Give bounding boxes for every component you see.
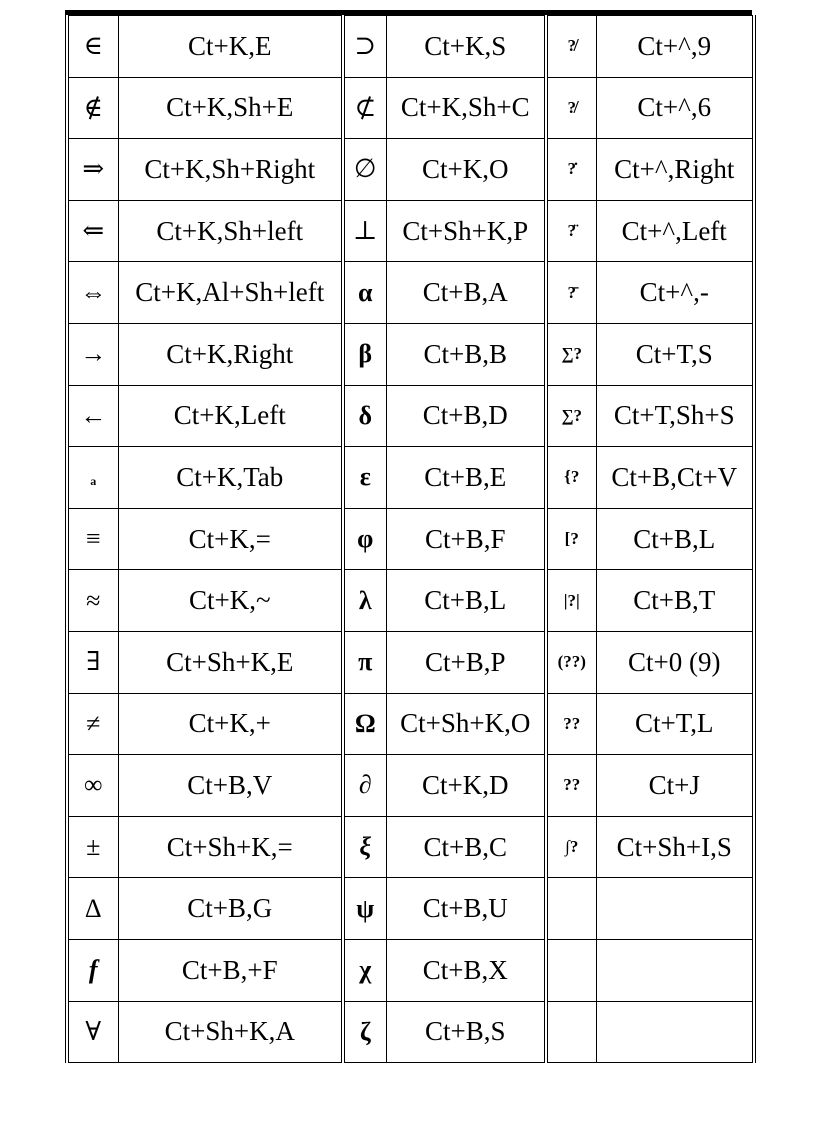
shortcut-cell-text: Ct+K,D: [422, 769, 509, 800]
symbol-cell: [546, 570, 596, 632]
symbol-cell: [546, 508, 596, 570]
shortcut-cell-text: Ct+B,C: [423, 831, 507, 862]
shortcut-cell: [386, 139, 546, 201]
symbol-cell-text: ⊥: [353, 216, 378, 246]
shortcut-cell: [118, 16, 343, 78]
shortcut-cell-text: Ct+B,U: [422, 893, 508, 924]
symbol-cell-text: ψ: [356, 893, 375, 923]
symbol-cell-text: ??: [563, 775, 581, 795]
shortcut-cell-text: Ct+K,Sh+left: [156, 215, 304, 246]
table-row: [67, 878, 754, 940]
shortcut-cell-text: Ct+B,D: [422, 400, 508, 431]
symbol-cell: [67, 755, 118, 817]
symbol-cell-text: a: [90, 474, 97, 489]
shortcut-cell-text: Ct+B,Ct+V: [611, 461, 738, 492]
symbol-cell-text: ←: [80, 400, 107, 430]
symbol-cell-text: Ω: [354, 708, 376, 738]
shortcut-cell-text: Ct+^,Left: [621, 215, 727, 246]
symbol-cell-text: ∅: [353, 154, 377, 184]
shortcut-cell-text: Ct+^,9: [637, 30, 712, 61]
shortcut-cell-text: Ct+B,+F: [181, 954, 278, 985]
symbol-cell: [67, 631, 118, 693]
shortcut-cell-text: Ct+B,P: [424, 646, 506, 677]
symbol-cell: [67, 447, 118, 509]
symbol-cell-text: α: [357, 277, 373, 307]
shortcut-cell-text: Ct+K,Sh+E: [166, 92, 294, 123]
symbol-cell: [546, 1001, 596, 1063]
shortcut-cell: [596, 570, 754, 632]
shortcut-cell-text: Ct+K,Sh+C: [400, 92, 530, 123]
shortcut-cell-text: Ct+J: [648, 769, 700, 800]
shortcut-cell: [118, 139, 343, 201]
symbol-cell: [546, 77, 596, 139]
symbol-cell-text: ??: [563, 713, 581, 733]
shortcut-cell: [596, 1001, 754, 1063]
symbol-cell-text: χ: [359, 955, 372, 985]
table-row: [67, 631, 754, 693]
symbol-cell: [546, 755, 596, 817]
shortcut-cell: [386, 323, 546, 385]
shortcut-cell: [386, 385, 546, 447]
shortcut-cell-text: Ct+T,Sh+S: [613, 400, 735, 431]
symbol-cell-text: ε: [359, 462, 371, 492]
symbol-cell: [546, 447, 596, 509]
table-row: [67, 200, 754, 262]
symbol-cell: [343, 1001, 386, 1063]
symbol-cell: [546, 631, 596, 693]
symbol-cell: [546, 939, 596, 1001]
symbol-cell-text: ξ: [359, 832, 372, 862]
symbol-cell: [546, 323, 596, 385]
shortcut-sheet: [65, 10, 752, 1063]
shortcut-cell: [386, 631, 546, 693]
symbol-cell-text: ⊃: [354, 31, 377, 61]
shortcut-cell-text: Ct+B,G: [187, 893, 273, 924]
table-row: [67, 508, 754, 570]
symbol-cell: [546, 693, 596, 755]
shortcut-cell-text: Ct+K,Al+Sh+left: [135, 277, 325, 308]
shortcut-cell: [118, 200, 343, 262]
shortcut-cell-text: Ct+K,E: [188, 30, 272, 61]
shortcut-cell-text: Ct+K,Tab: [176, 461, 284, 492]
shortcut-cell: [596, 508, 754, 570]
symbol-cell: [67, 139, 118, 201]
shortcut-cell: [386, 16, 546, 78]
symbol-cell: [67, 570, 118, 632]
symbol-cell-text: ≠: [86, 708, 101, 738]
symbol-cell-text: Δ: [84, 893, 102, 923]
shortcut-cell: [386, 77, 546, 139]
table-row: [67, 385, 754, 447]
symbol-cell: [343, 16, 386, 78]
shortcut-cell-text: Ct+^,-: [639, 277, 709, 308]
shortcut-cell: [118, 77, 343, 139]
shortcut-cell-text: Ct+K,~: [188, 585, 271, 616]
table-row: [67, 570, 754, 632]
shortcut-cell: [118, 447, 343, 509]
symbol-cell-text: ⇒: [82, 154, 105, 184]
shortcut-cell: [118, 385, 343, 447]
symbol-cell: [67, 508, 118, 570]
shortcut-cell: [386, 1001, 546, 1063]
shortcut-cell: [596, 878, 754, 940]
shortcut-cell-text: Ct+Sh+K,A: [164, 1016, 295, 1047]
symbol-cell-text: |?|: [563, 590, 580, 610]
shortcut-cell: [386, 262, 546, 324]
shortcut-cell-text: Ct+B,V: [187, 769, 273, 800]
shortcut-cell: [596, 447, 754, 509]
table-row: [67, 816, 754, 878]
symbol-cell: [343, 447, 386, 509]
symbol-cell: [67, 16, 118, 78]
shortcut-cell-text: Ct+B,A: [422, 277, 508, 308]
shortcut-cell: [386, 693, 546, 755]
shortcut-cell: [386, 816, 546, 878]
shortcut-cell: [118, 323, 343, 385]
shortcut-cell-text: Ct+B,X: [422, 954, 508, 985]
symbol-cell: [67, 878, 118, 940]
shortcut-cell: [118, 939, 343, 1001]
shortcut-cell: [596, 755, 754, 817]
shortcut-cell-text: Ct+^,6: [637, 92, 712, 123]
shortcut-cell-text: Ct+Sh+I,S: [616, 831, 732, 862]
symbol-cell-text: ?̸: [567, 36, 576, 56]
symbol-cell: [67, 323, 118, 385]
table-row: [67, 693, 754, 755]
shortcut-cell: [118, 262, 343, 324]
symbol-cell-text: ∉: [83, 92, 103, 122]
table-row: [67, 755, 754, 817]
shortcut-cell: [118, 816, 343, 878]
symbol-cell-text: ±: [86, 832, 101, 862]
symbol-cell-text: f: [88, 955, 98, 985]
shortcut-cell: [118, 570, 343, 632]
shortcut-cell-text: Ct+Sh+K,E: [166, 646, 294, 677]
symbol-cell-text: ∃: [86, 647, 101, 677]
shortcut-cell-text: Ct+B,L: [633, 523, 716, 554]
symbol-cell: [343, 323, 386, 385]
shortcut-table: [65, 15, 756, 1063]
symbol-cell: [343, 570, 386, 632]
symbol-cell: [546, 200, 596, 262]
symbol-cell-text: [?: [564, 529, 579, 549]
symbol-cell-text: ζ: [359, 1016, 371, 1046]
shortcut-cell-text: Ct+K,S: [424, 30, 507, 61]
shortcut-cell-text: Ct+K,+: [188, 708, 271, 739]
symbol-cell: [67, 262, 118, 324]
symbol-cell: [67, 1001, 118, 1063]
symbol-cell: [67, 693, 118, 755]
symbol-cell-text: ?̇: [567, 159, 576, 179]
symbol-cell-text: ?̸: [567, 97, 576, 117]
shortcut-cell-text: Ct+Sh+K,=: [166, 831, 293, 862]
symbol-cell: [67, 939, 118, 1001]
symbol-cell-text: ∂: [358, 770, 372, 800]
shortcut-cell-text: Ct+B,F: [424, 523, 506, 554]
shortcut-cell: [596, 323, 754, 385]
shortcut-cell: [386, 755, 546, 817]
shortcut-cell-text: Ct+Sh+K,O: [400, 708, 531, 739]
shortcut-cell: [386, 447, 546, 509]
symbol-cell: [343, 816, 386, 878]
table-row: [67, 939, 754, 1001]
shortcut-cell: [596, 631, 754, 693]
symbol-cell: [343, 508, 386, 570]
shortcut-cell-text: Ct+B,S: [424, 1016, 506, 1047]
symbol-cell-text: φ: [357, 524, 374, 554]
symbol-cell: [343, 693, 386, 755]
table-row: [67, 16, 754, 78]
symbol-cell-text: ∑?: [561, 405, 583, 425]
symbol-cell: [343, 77, 386, 139]
symbol-cell-text: π: [358, 647, 373, 677]
symbol-cell-text: (??): [557, 652, 586, 672]
shortcut-cell-text: Ct+0 (9): [628, 646, 721, 677]
shortcut-cell: [596, 77, 754, 139]
shortcut-cell: [596, 262, 754, 324]
shortcut-cell: [596, 16, 754, 78]
symbol-cell-text: ∑?: [561, 344, 583, 364]
shortcut-cell: [118, 755, 343, 817]
shortcut-cell: [596, 385, 754, 447]
symbol-cell: [546, 878, 596, 940]
shortcut-cell-text: Ct+K,=: [188, 523, 271, 554]
symbol-cell-text: ?̈: [567, 221, 576, 241]
symbol-cell: [343, 262, 386, 324]
symbol-cell: [343, 878, 386, 940]
symbol-cell-text: ≡: [85, 524, 101, 554]
symbol-cell: [67, 200, 118, 262]
symbol-cell-text: β: [358, 339, 373, 369]
symbol-cell: [546, 262, 596, 324]
shortcut-cell: [386, 939, 546, 1001]
shortcut-cell: [386, 508, 546, 570]
symbol-cell: [343, 939, 386, 1001]
table-row: [67, 323, 754, 385]
table-row: [67, 77, 754, 139]
symbol-cell: [67, 385, 118, 447]
table-row: [67, 262, 754, 324]
symbol-cell: [343, 755, 386, 817]
shortcut-cell: [386, 570, 546, 632]
table-row: [67, 447, 754, 509]
shortcut-cell: [118, 631, 343, 693]
symbol-cell: [343, 385, 386, 447]
shortcut-cell: [386, 200, 546, 262]
shortcut-cell: [596, 693, 754, 755]
symbol-cell-text: ≈: [86, 585, 101, 615]
shortcut-cell-text: Ct+B,B: [423, 338, 507, 369]
symbol-cell-text: {?: [564, 467, 580, 487]
shortcut-cell: [118, 1001, 343, 1063]
shortcut-cell-text: Ct+B,E: [424, 461, 507, 492]
shortcut-cell: [596, 139, 754, 201]
shortcut-cell: [596, 816, 754, 878]
symbol-cell-text: δ: [358, 400, 372, 430]
table-row: [67, 1001, 754, 1063]
symbol-cell-text: ⊄: [354, 92, 377, 122]
shortcut-cell-text: Ct+K,Sh+Right: [144, 153, 316, 184]
shortcut-cell: [386, 878, 546, 940]
shortcut-cell-text: Ct+^,Right: [614, 153, 735, 184]
symbol-cell-text: ?̄: [567, 282, 576, 302]
shortcut-cell-text: Ct+T,S: [635, 338, 713, 369]
shortcut-cell: [118, 878, 343, 940]
symbol-cell: [67, 816, 118, 878]
shortcut-cell-text: Ct+Sh+K,P: [402, 215, 529, 246]
shortcut-cell: [118, 693, 343, 755]
symbol-cell: [343, 631, 386, 693]
symbol-cell-text: ⇔: [80, 277, 107, 307]
symbol-cell-text: ∫?: [565, 837, 579, 857]
symbol-cell-text: ∞: [83, 770, 103, 800]
symbol-cell: [546, 385, 596, 447]
symbol-cell: [546, 16, 596, 78]
symbol-cell: [546, 139, 596, 201]
shortcut-cell: [118, 508, 343, 570]
shortcut-cell-text: Ct+B,T: [633, 585, 716, 616]
shortcut-cell-text: Ct+K,Left: [173, 400, 286, 431]
shortcut-cell: [596, 939, 754, 1001]
symbol-cell-text: →: [80, 339, 107, 369]
shortcut-cell-text: Ct+K,O: [422, 153, 509, 184]
symbol-cell: [67, 77, 118, 139]
symbol-cell: [343, 139, 386, 201]
shortcut-cell-text: Ct+T,L: [635, 708, 714, 739]
shortcut-cell-text: Ct+K,Right: [166, 338, 294, 369]
symbol-cell-text: ∀: [85, 1016, 102, 1046]
symbol-cell-text: λ: [358, 585, 372, 615]
symbol-cell-text: ⇐: [82, 216, 105, 246]
shortcut-cell: [596, 200, 754, 262]
shortcut-cell-text: Ct+B,L: [424, 585, 507, 616]
symbol-cell-text: ∈: [83, 31, 103, 61]
table-row: [67, 139, 754, 201]
symbol-cell: [546, 816, 596, 878]
symbol-cell: [343, 200, 386, 262]
